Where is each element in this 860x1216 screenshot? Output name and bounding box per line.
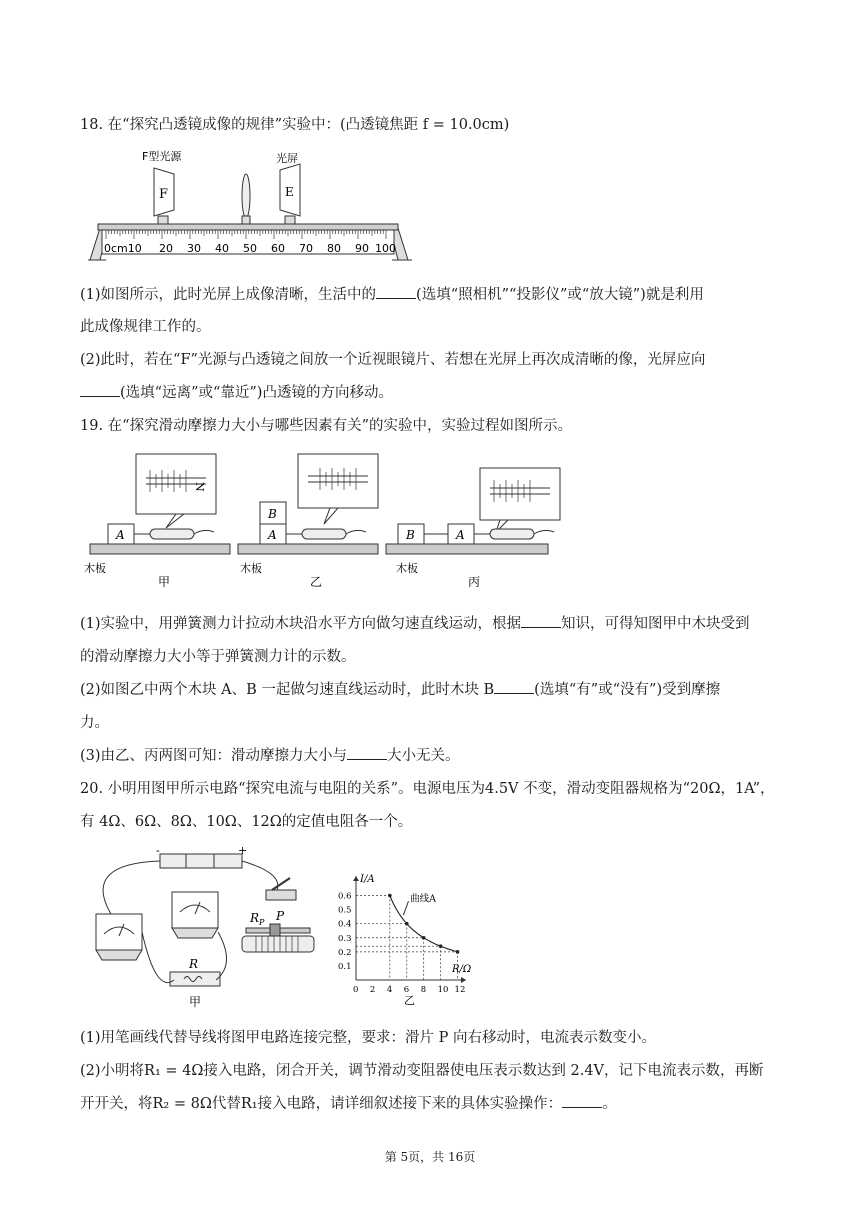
answer-blank[interactable] [494,679,534,694]
battery-minus: - [156,844,160,857]
panel-bing [386,468,560,589]
q20-p2-line1: (2)小明将R₁ = 4Ω接入电路，闭合开关，调节滑动变阻器使电压表示数达到 2.4V，记下电流表示数，再断 [80,1063,764,1079]
tick-label-60: 60 [271,242,285,255]
tick-label-0: 0cm10 [104,242,142,255]
current-resistance-chart [336,868,486,1008]
voltmeter [172,892,218,938]
tick-label-20: 20 [159,242,173,255]
label-yi-chart: 乙 [404,994,415,1007]
switch[interactable] [266,878,296,900]
data-point [388,894,392,898]
q19-p1-line2: 的滑动摩擦力大小等于弹簧测力计的示数。 [80,649,356,665]
block-B-bing: B [406,528,415,542]
q18-p1-line1: (1)如图所示，此时光屏上成像清晰，生活中的 (选填“照相机”“投影仪”或“放大镜”)就是利用 [80,283,704,304]
tick-label-30: 30 [187,242,201,255]
board-label-yi: 木板 [240,562,262,575]
curve-label-pointer [403,901,408,915]
y-tick-label: 0.6 [338,891,352,902]
answer-blank[interactable] [376,284,416,299]
x-tick-label: 2 [369,985,376,995]
block-A-bing: A [456,528,465,542]
block-A-yi: A [268,528,277,542]
label-yi: 乙 [310,575,323,589]
tick-label-80: 80 [327,242,341,255]
bench-rail [98,224,398,230]
ammeter [96,914,142,960]
q20-p1: (1)用笔画线代替导线将图甲电路连接完整，要求：滑片 P 向右移动时，电流表示数变小。 [80,1030,657,1046]
y-axis-arrow [353,876,359,881]
x-tick-label: 4 [386,985,393,995]
label-jia-circuit: 甲 [189,995,202,1009]
x-tick-label: 8 [420,985,427,995]
block-B-yi: B [268,507,277,521]
x-tick-label: 6 [403,985,410,995]
y-axis-label: I/A [360,874,375,885]
data-point [439,944,443,948]
q18-title: 18. 在“探究凸透镜成像的规律”实验中：(凸透镜焦距 f = 10.0cm) [80,117,510,133]
tick-label-50: 50 [243,242,257,255]
x-axis-label: R/Ω [452,964,472,975]
q18-p2-line2: (选填“远离”或“靠近”)凸透镜的方向移动。 [80,381,393,402]
q18-p1-line2: 此成像规律工作的。 [80,319,211,335]
light-source-holder [158,216,168,224]
label-bing: 丙 [468,575,481,589]
answer-blank[interactable] [347,745,387,760]
convex-lens [242,174,250,218]
panel-yi [238,454,378,589]
y-tick-label: 0.2 [338,947,352,958]
q19-p3: (3)由乙、丙两图可知：滑动摩擦力大小与 大小无关。 [80,744,460,765]
curve-label: 曲线A [410,893,437,905]
battery-plus: + [238,844,248,857]
screen-image-E: E [285,185,294,199]
optical-bench-figure [86,148,416,268]
fixed-resistor [170,972,220,986]
q20-line2: 有 4Ω、6Ω、8Ω、10Ω、12Ω的定值电阻各一个。 [80,814,413,830]
q18-p2-line1: (2)此时，若在“F”光源与凸透镜之间放一个近视眼镜片、若想在光屏上再次成清晰的像，光屏应向 [80,352,706,368]
answer-blank[interactable] [521,613,561,628]
data-point [405,922,409,926]
answer-blank[interactable] [80,382,120,397]
x-axis-arrow [461,977,466,983]
q20-p2-line2: 开开关，将R₂ = 8Ω代替R₁接入电路，请详细叙述接下来的具体实验操作： 。 [80,1092,617,1113]
circuit-figure [86,844,326,1012]
battery-pack [160,854,242,868]
data-point [422,936,426,940]
data-point [456,950,460,954]
rheostat[interactable] [242,924,314,952]
block-A: A [116,528,125,542]
q19-p2-line1: (2)如图乙中两个木块 A、B 一起做匀速直线运动时，此时木块 B (选填“有”或“没有”)受到摩擦 [80,678,720,699]
q19-p1-line1: (1)实验中，用弹簧测力计拉动木块沿水平方向做匀速直线运动，根据 知识，可得知图甲中木块受到 [80,612,750,633]
y-tick-label: 0.3 [338,933,352,944]
board-label-jia: 木板 [84,562,106,575]
y-tick-label: 0.5 [338,905,352,916]
answer-blank[interactable] [562,1093,602,1108]
page-footer: 第 5页，共 16页 [384,1150,476,1164]
newton-label: N [193,482,206,492]
rheostat-label: $R_P$ [250,911,265,927]
lens-holder [242,216,250,224]
light-source-F: F [159,187,169,202]
x-tick-label: 12 [454,985,466,995]
board-label-bing: 木板 [396,562,418,575]
screen-holder [285,216,295,224]
tick-label-90: 90 [355,242,369,255]
slider-label: P [276,909,285,923]
q19-title: 19. 在“探究滑动摩擦力大小与哪些因素有关”的实验中，实验过程如图所示。 [80,418,572,434]
screen-label: 光屏 [276,152,298,165]
panel-jia [84,454,230,589]
y-tick-label: 0.1 [338,961,352,972]
x-tick-label: 0 [353,985,359,995]
tick-label-100: 100 [375,242,396,255]
light-source-label: F型光源 [142,150,182,163]
resistor-label: R [189,957,199,971]
friction-figure [80,448,570,590]
q20-title: 20. 小明用图甲所示电路“探究电流与电阻的关系”。电源电压为4.5V 不变，滑动变阻器规格为“20Ω，1A”， [80,781,775,797]
x-tick-label: 10 [437,985,449,995]
label-jia: 甲 [158,575,171,589]
tick-label-70: 70 [299,242,313,255]
q19-p2-line2: 力。 [80,715,109,731]
tick-label-40: 40 [215,242,229,255]
y-tick-label: 0.4 [338,919,352,930]
